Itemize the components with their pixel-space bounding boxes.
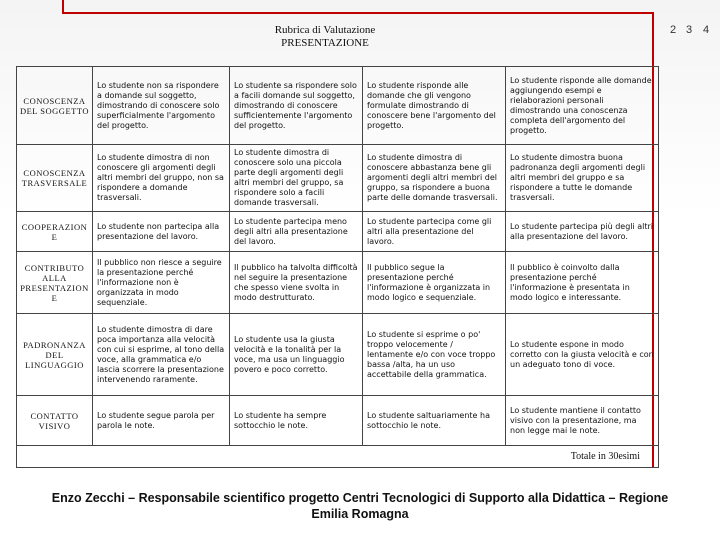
table-row xyxy=(17,212,659,252)
level-cell: Lo studente si esprime o po' troppo velocemente / lentamente e/o con voce troppo bassa /alta, ha un uso accettabile della grammatica. xyxy=(363,314,506,396)
level-cell: Lo studente partecipa come gli altri alla presentazione del lavoro. xyxy=(363,212,506,252)
score-header-3: 4 xyxy=(703,24,710,36)
decorative-red-line-top xyxy=(62,12,654,14)
level-cell: Lo studente segue parola per parola le note. xyxy=(93,396,230,446)
level-cell: Lo studente mantiene il contatto visivo con la presentazione, ma non legge mai le note. xyxy=(506,396,659,446)
criterion-cell: COOPERAZIONE xyxy=(17,212,93,252)
table-row xyxy=(17,314,659,396)
level-cell: Lo studente dimostra di non conoscere gli argomenti degli altri membri del gruppo, non sa rispondere a domande trasversali. xyxy=(93,145,230,212)
level-cell: Lo studente partecipa più degli altri alla presentazione del lavoro. xyxy=(506,212,659,252)
level-cell: Lo studente ha sempre sottocchio le note. xyxy=(230,396,363,446)
score-header-2: 3 xyxy=(686,24,693,36)
level-cell: Il pubblico è coinvolto dalla presentazione perché l'informazione è presentata in modo logico e interessante. xyxy=(506,252,659,314)
table-row xyxy=(17,252,659,314)
level-cell: Lo studente non partecipa alla presentazione del lavoro. xyxy=(93,212,230,252)
table-row xyxy=(17,396,659,446)
score-header-1: 2 xyxy=(670,24,677,36)
level-cell: Lo studente risponde alle domande che gli vengono formulate dimostrando di conoscere bene l'argomento del progetto. xyxy=(363,67,506,145)
rubric-table xyxy=(16,66,659,468)
level-cell: Lo studente non sa rispondere a domande sul soggetto, dimostrando di conoscere solo superficialmente l'argomento del progetto. xyxy=(93,67,230,145)
total-label: Totale in 30esimi xyxy=(17,446,659,468)
footer-credit: Enzo Zecchi – Responsabile scientifico progetto Centri Tecnologici di Supporto alla Didattica – Regione Emilia Romagna xyxy=(51,491,669,521)
page-title: Rubrica di Valutazione PRESENTAZIONE xyxy=(274,24,376,49)
level-cell: Il pubblico ha talvolta difficoltà nel seguire la presentazione che spesso viene svolta in modo destrutturato. xyxy=(230,252,363,314)
level-cell: Lo studente dimostra di conoscere solo una piccola parte degli argomenti degli altri membri del gruppo, sa rispondere solo a facili domande trasversali. xyxy=(230,145,363,212)
level-cell: Il pubblico non riesce a seguire la presentazione perché l'informazione non è organizzata in modo sequenziale. xyxy=(93,252,230,314)
criterion-cell: CONOSCENZA TRASVERSALE xyxy=(17,145,93,212)
criterion-cell: CONTRIBUTO ALLA PRESENTAZIONE xyxy=(17,252,93,314)
level-cell: Lo studente dimostra di conoscere abbastanza bene gli argomenti degli altri membri del gruppo, sa rispondere a buona parte delle domande trasversali. xyxy=(363,145,506,212)
level-cell: Lo studente risponde alle domande aggiungendo esempi e rielaborazioni personali dimostrando una conoscenza completa dell'argomento del progetto. xyxy=(506,67,659,145)
criterion-cell: CONOSCENZA DEL SOGGETTO xyxy=(17,67,93,145)
level-cell: Lo studente usa la giusta velocità e la tonalità per la voce, ma usa un linguaggio povero e poco corretto. xyxy=(230,314,363,396)
level-cell: Lo studente partecipa meno degli altri alla presentazione del lavoro. xyxy=(230,212,363,252)
level-cell: Il pubblico segue la presentazione perché l'informazione è organizzata in modo logico e sequenziale. xyxy=(363,252,506,314)
level-cell: Lo studente sa rispondere solo a facili domande sul soggetto, dimostrando di conoscere sufficientemente l'argomento del progetto. xyxy=(230,67,363,145)
table-row xyxy=(17,145,659,212)
level-cell: Lo studente saltuariamente ha sottocchio le note. xyxy=(363,396,506,446)
table-row xyxy=(17,67,659,145)
criterion-cell: CONTATTO VISIVO xyxy=(17,396,93,446)
table-row-total xyxy=(17,446,659,468)
level-cell: Lo studente dimostra di dare poca importanza alla velocità con cui si esprime, al tono della voce, alla grammatica e/o lascia scorrere la presentazione intervenendo raramente. xyxy=(93,314,230,396)
level-cell: Lo studente espone in modo corretto con la giusta velocità e con un adeguato tono di voce. xyxy=(506,314,659,396)
criterion-cell: PADRONANZA DEL LINGUAGGIO xyxy=(17,314,93,396)
level-cell: Lo studente dimostra buona padronanza degli argomenti degli altri membri del gruppo e sa rispondere a tutte le domande trasversali. xyxy=(506,145,659,212)
